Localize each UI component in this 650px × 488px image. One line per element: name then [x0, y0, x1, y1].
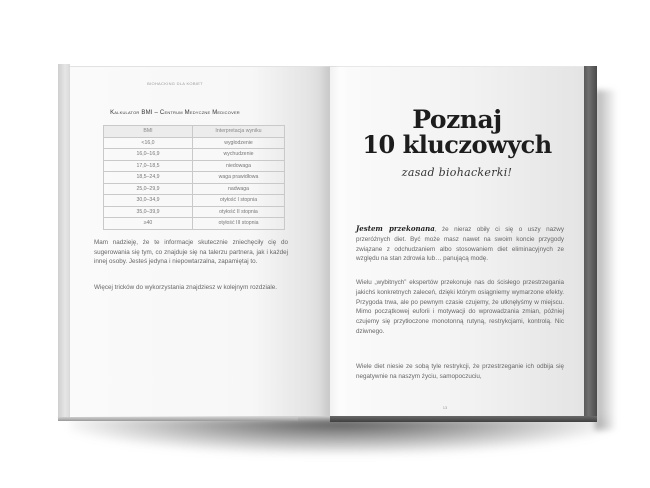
chapter-title-line-2: 10 kluczowych	[362, 130, 552, 159]
left-paragraph-2: Więcej tricków do wykorzystania znajdziesz w kolejnym rozdziale.	[94, 284, 278, 291]
bmi-interpretation: otyłość I stopnia	[193, 195, 285, 207]
bmi-range: 18,5–24,9	[104, 172, 193, 184]
bmi-interpretation: wygłodzenie	[193, 137, 285, 149]
bmi-range: 16,0–16,9	[104, 149, 193, 161]
right-paragraph-1-text: , że nieraz obiły ci się o uszy nazwy przeróżnych diet. Być może masz nawet na swoim koncie przygody związane z odchudzaniem albo stosowaniem diet eliminacyjnych ze względu na stan zdrowia lub… panującą modę.	[356, 226, 564, 263]
book-shadow	[70, 418, 610, 454]
lead-phrase: Jestem przekonana	[356, 224, 435, 233]
chapter-subtitle: zasad biohackerki!	[401, 166, 513, 179]
bmi-range: <16,0	[104, 137, 193, 149]
book-side-shadow	[595, 90, 617, 430]
table-header-bmi: BMI	[104, 126, 193, 138]
table-header-row	[104, 126, 285, 138]
left-cover-edge	[58, 64, 70, 418]
bmi-interpretation: wychudzenie	[193, 149, 285, 161]
right-cover-bottom-edge	[330, 416, 597, 422]
bmi-table	[103, 125, 285, 230]
left-paragraph-1: Mam nadzieję, że te informacje skutecznie zniechęciły cię do sugerowania się tym, co znajduje się na talerzu partnera, jak i każdej innej osoby. Jesteś jedyna i niepowtarzalna, zapamiętaj to.	[94, 239, 288, 266]
book-gutter	[318, 66, 340, 416]
bmi-interpretation: otyłość II stopnia	[193, 206, 285, 218]
table-row	[104, 195, 285, 207]
right-paragraph-1	[356, 224, 564, 264]
chapter-title-line-1: Poznaj	[412, 105, 502, 134]
table-header-interpretation: Interpretacja wyniku	[193, 126, 285, 138]
running-head: BIOHACKING DLA KOBIET	[147, 81, 203, 86]
bmi-range: 35,0–39,9	[104, 206, 193, 218]
right-cover-edge	[583, 66, 597, 420]
bmi-interpretation: nadwaga	[193, 183, 285, 195]
table-row	[104, 206, 285, 218]
bmi-range: 25,0–29,9	[104, 183, 193, 195]
bmi-interpretation: niedowaga	[193, 160, 285, 172]
chapter-title	[330, 107, 584, 179]
bmi-interpretation: otyłość III stopnia	[193, 218, 285, 230]
left-page	[70, 66, 330, 416]
bmi-range: 30,0–34,9	[104, 195, 193, 207]
left-cover-bottom-edge	[58, 417, 298, 421]
right-paragraph-3: Wiele diet niesie ze sobą tyle restrykcji, że przestrzeganie ich odbija się negatywnie na naszym życiu, samopoczuciu,	[356, 363, 564, 380]
table-row	[104, 149, 285, 161]
right-page	[330, 66, 584, 416]
table-row	[104, 218, 285, 230]
table-title: Kalkulator BMI – Centrum Medyczne Medicover	[110, 110, 240, 116]
bmi-interpretation: waga prawidłowa	[193, 172, 285, 184]
table-row	[104, 183, 285, 195]
bmi-range: 17,0–18,5	[104, 160, 193, 172]
table-row	[104, 137, 285, 149]
page-number: 13	[442, 405, 448, 410]
right-paragraph-2: Wielu „wybitnych” ekspertów przekonuje nas do ścisłego przestrzegania jakichś konkretnych zaleceń, dzięki którym osiągniemy wymarzone efekty. Przygoda trwa, ale po pewnym czasie czujemy, że utknęłyśmy w miejscu. Mimo początkowej euforii i motywacji do wprowadzania zmian, później czujemy się przytłoczone monotonną rutyną, restrykcjami, kontrolą. Nic dziwnego.	[356, 279, 564, 335]
bmi-range: ≥40	[104, 218, 193, 230]
table-row	[104, 172, 285, 184]
table-row	[104, 160, 285, 172]
